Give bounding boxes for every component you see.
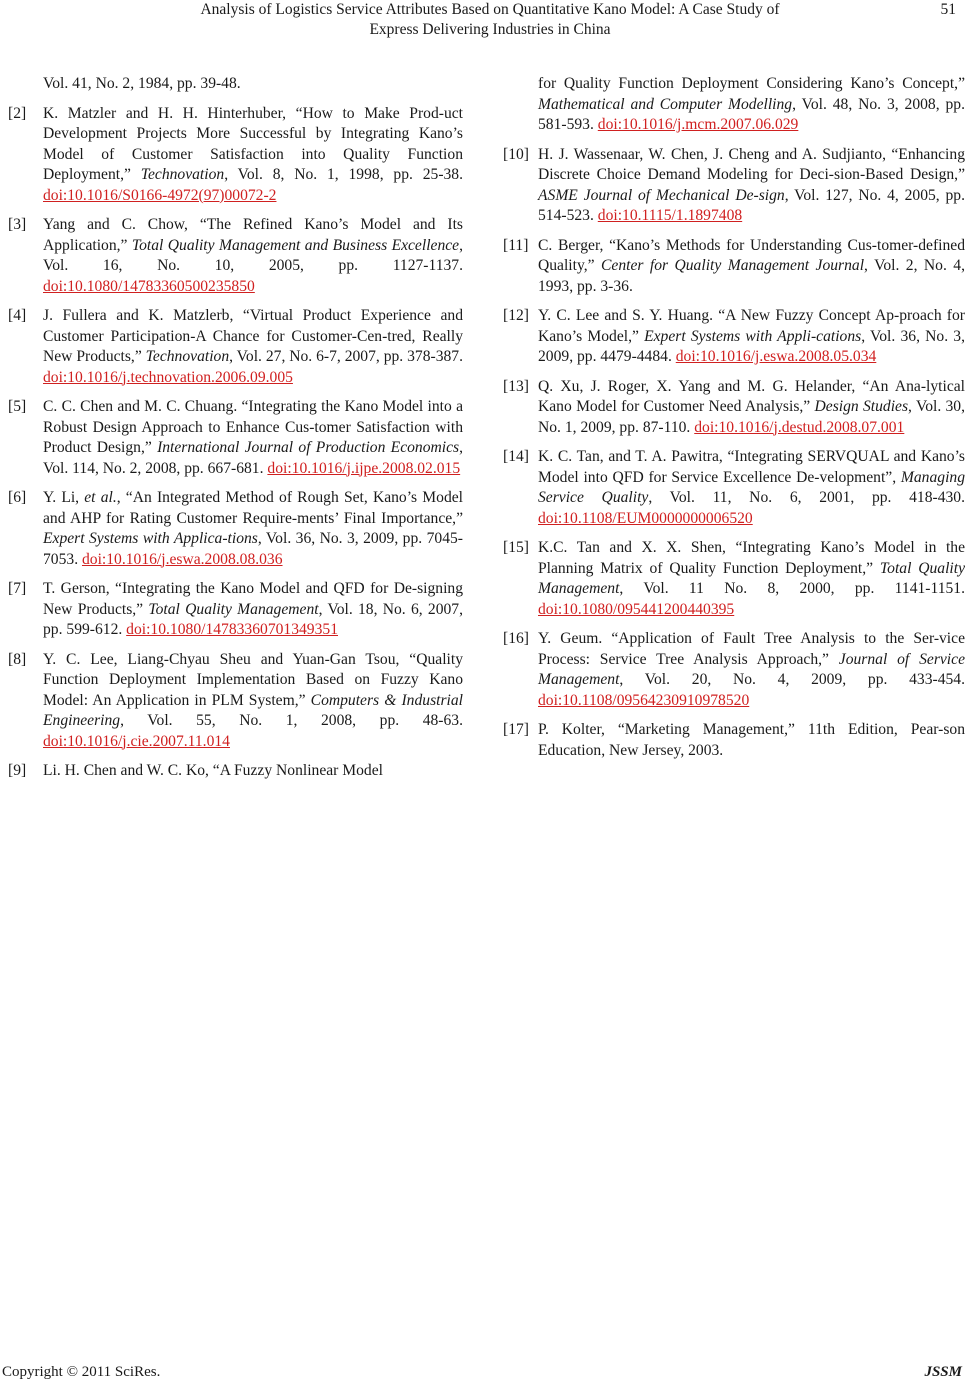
reference-10: [10] H. J. Wassenaar, W. Chen, J. Cheng and A. Sudjianto, “Enhancing Discrete Choice Demand Modeling for Deci-sion-Based Design,” ASME Journal of Mechanical De-sign, Vol. 127, No. 4, 2005, pp. 514-523. doi:10.1115/1.1897408 (503, 145, 965, 224)
journal-name: Total Quality Management (148, 600, 319, 618)
journal-name: Technovation (145, 348, 230, 365)
reference-13: [13] Q. Xu, J. Roger, X. Yang and M. G. Helander, “An Ana-lytical Kano Model for Customer Need Analysis,” Design Studies, Vol. 30, No. 1, 2009, pp. 87-110. doi:10.1016/j.destud.2008.07.001 (503, 377, 966, 436)
reference-number: [16] (503, 630, 529, 647)
reference-number: [5] (8, 398, 27, 415)
reference-number: [14] (503, 448, 529, 465)
reference-number: [8] (8, 650, 27, 668)
reference-number: [10] (503, 145, 529, 163)
journal-name: Journal of Service Management (538, 650, 965, 688)
journal-name: Design Studies (814, 398, 909, 415)
reference-9: [9] Li. H. Chen and W. C. Ko, “A Fuzzy Nonlinear Model (8, 761, 463, 782)
page-number: 51 (940, 1, 956, 18)
reference-7: [7] T. Gerson, “Integrating the Kano Model and QFD for De-signing New Products,” Total Quality Management, Vol. 18, No. 6, 2007, pp. 599-612. doi:10.1080/14783360701349351 (8, 580, 464, 638)
doi-link[interactable]: doi:10.1016/j.ijpe.2008.02.015 (267, 459, 461, 477)
references-left-column (8, 74, 463, 791)
journal-name: Managing Service Quality (538, 468, 965, 506)
reference-continuation: for Quality Function Deployment Considering Kano’s Concept,” Mathematical and Computer Modelling, Vol. 48, No. 3, 2008, pp. 581-593. doi:10.1016/j.mcm.2007.06.029 (538, 75, 965, 133)
reference-number: [15] (503, 539, 529, 556)
reference-number: [2] (8, 104, 27, 122)
reference-number: [17] (503, 721, 529, 738)
header-title (90, 0, 890, 40)
doi-link[interactable]: doi:10.1016/j.cie.2007.11.014 (43, 732, 230, 750)
reference-number: [3] (8, 216, 27, 233)
journal-name: Computers & Industrial Engineering (43, 691, 464, 729)
journal-name: International Journal of Production Economics (157, 439, 460, 456)
page-footer (0, 1364, 966, 1386)
reference-15: [15] K.C. Tan and X. X. Shen, “Integrating Kano’s Model in the Planning Matrix of Quality Function Deployment,” Total Quality Management, Vol. 11 No. 8, 2000, pp. 1141-1151. doi:10.1080/095441200440395 (503, 539, 965, 618)
reference-16: [16] Y. Geum. “Application of Fault Tree Analysis to the Ser-vice Process: Service Tree Analysis Approach,” Journal of Service Management, Vol. 20, No. 4, 2009, pp. 433-454. doi:10.1108/09564230910978520 (503, 630, 965, 709)
reference-number: [13] (503, 377, 529, 395)
reference-3: [3] Yang and C. Chow, “The Refined Kano’s Model and Its Application,” Total Quality Management and Business Excellence, Vol. 16, No. 10, 2005, pp. 1127-1137. doi:10.1080/14783360500235850 (8, 216, 463, 295)
doi-link[interactable]: doi:10.1016/j.mcm.2007.06.029 (597, 116, 799, 133)
reference-5: [5] C. C. Chen and M. C. Chuang. “Integrating the Kano Model into a Robust Design Approach to Enhance Cus-tomer Satisfaction with Product Design,” International Journal of Production Economics, Vol. 114, No. 2, 2008, pp. 667-681. doi:10.1016/j.ijpe.2008.02.015 (8, 398, 463, 477)
journal-name: Expert Systems with Applica-tions (43, 530, 258, 547)
doi-link[interactable]: doi:10.1080/14783360500235850 (43, 277, 255, 295)
doi-link[interactable]: doi:10.1080/095441200440395 (538, 600, 735, 618)
reference-8: [8] Y. C. Lee, Liang-Chyau Sheu and Yuan-Gan Tsou, “Quality Function Deployment Implementation Based on Fuzzy Kano Model: An Application in PLM System,” Computers & Industrial Engineering, Vol. 55, No. 1, 2008, pp. 48-63. doi:10.1016/j.cie.2007.11.014 (8, 650, 464, 750)
journal-name: Total Quality Management and Business Excellence (131, 236, 460, 254)
journal-abbreviation: JSSM (924, 1364, 962, 1380)
doi-link[interactable]: doi:10.1108/EUM0000000006520 (538, 509, 753, 527)
doi-link[interactable]: doi:10.1016/j.technovation.2006.09.005 (43, 368, 293, 386)
journal-name: Expert Systems with Appli-cations (644, 327, 862, 345)
reference-number: [11] (503, 236, 529, 254)
reference-number: [7] (8, 580, 27, 597)
reference-number: [6] (8, 489, 27, 506)
reference-2: [2] K. Matzler and H. H. Hinterhuber, “How to Make Prod-uct Development Projects More Successful by Integrating Kano’s Model of Customer Satisfaction into Quality Function Deployment,” Technovation, Vol. 8, No. 1, 1998, pp. 25-38. doi:10.1016/S0166-4972(97)00072-2 (8, 104, 464, 204)
et-al: et al. (84, 489, 117, 506)
doi-link[interactable]: doi:10.1016/j.destud.2008.07.001 (694, 418, 905, 436)
reference-14: [14] K. C. Tan, and T. A. Pawitra, “Integrating SERVQUAL and Kano’s Model into QFD for Service Excellence De-velopment”, Managing Service Quality, Vol. 11, No. 6, 2001, pp. 418-430. doi:10.1108/EUM0000000006520 (503, 448, 965, 527)
reference-number: [4] (8, 307, 27, 324)
doi-link[interactable]: doi:10.1016/j.eswa.2008.08.036 (81, 550, 283, 568)
references-right-column (503, 74, 965, 770)
header-title-line2: Express Delivering Industries in China (369, 21, 611, 38)
journal-name: Center for Quality Management Journal (601, 257, 865, 274)
reference-12: [12] Y. C. Lee and S. Y. Huang. “A New Fuzzy Concept Ap-proach for Kano’s Model,” Expert Systems with Appli-cations, Vol. 36, No. 3, 2009, pp. 4479-4484. doi:10.1016/j.eswa.2008.05.034 (503, 307, 965, 365)
running-header (0, 0, 966, 44)
journal-name: Mathematical and Computer Modelling (538, 95, 793, 113)
reference-17: [17] P. Kolter, “Marketing Management,” 11th Edition, Pear-son Education, New Jersey, 2003. (503, 721, 965, 759)
reference-continuation: Vol. 41, No. 2, 1984, pp. 39-48. (43, 75, 241, 92)
doi-link[interactable]: doi:10.1080/14783360701349351 (126, 621, 338, 638)
header-title-line1: Analysis of Logistics Service Attributes Based on Quantitative Kano Model: A Case Study of (200, 1, 780, 18)
doi-link[interactable]: doi:10.1016/S0166-4972(97)00072-2 (43, 186, 277, 204)
journal-name: ASME Journal of Mechanical De-sign (538, 186, 785, 204)
doi-link[interactable]: doi:10.1108/09564230910978520 (538, 691, 750, 709)
reference-6: [6] Y. Li, et al., “An Integrated Method of Rough Set, Kano’s Model and AHP for Rating Customer Require-ments’ Final Importance,” Expert Systems with Applica-tions, Vol. 36, No. 3, 2009, pp. 7045-7053. doi:10.1016/j.eswa.2008.08.036 (8, 489, 464, 568)
doi-link[interactable]: doi:10.1115/1.1897408 (597, 207, 743, 224)
doi-link[interactable]: doi:10.1016/j.eswa.2008.05.034 (675, 348, 877, 365)
reference-4: [4] J. Fullera and K. Matzlerb, “Virtual Product Experience and Customer Participation-A Chance for Customer-Cen-tred, Really New Products,” Technovation, Vol. 27, No. 6-7, 2007, pp. 378-387. doi:10.1016/j.technovation.2006.09.005 (8, 307, 463, 386)
journal-name: Technovation (140, 166, 225, 183)
reference-11: [11] C. Berger, “Kano’s Methods for Understanding Cus-tomer-defined Quality,” Center for Quality Management Journal, Vol. 2, No. 4, 1993, pp. 3-36. (503, 236, 965, 295)
copyright-notice: Copyright © 2011 SciRes. (2, 1364, 161, 1380)
journal-name: Total Quality Management (538, 559, 965, 597)
reference-number: [9] (8, 762, 27, 779)
reference-number: [12] (503, 307, 529, 324)
